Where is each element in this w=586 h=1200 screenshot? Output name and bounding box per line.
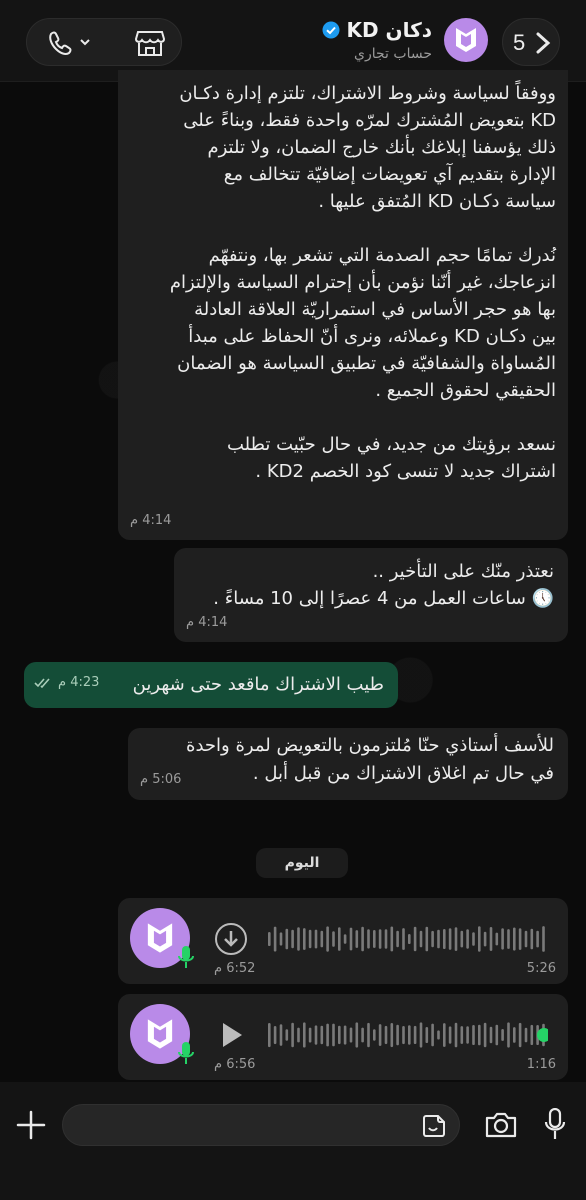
- waveform-bar: [490, 1027, 493, 1044]
- waveform-bar: [466, 929, 469, 949]
- message-text: اشتراك جديد لا تنسى كود الخصم KD2 .: [255, 461, 556, 482]
- back-button[interactable]: [502, 18, 560, 66]
- waveform-bar: [490, 927, 493, 951]
- voice-message[interactable]: [118, 994, 568, 1080]
- waveform-bar: [309, 930, 312, 948]
- waveform-bar: [385, 1026, 388, 1044]
- camera-icon[interactable]: [484, 1110, 518, 1140]
- waveform-bar: [408, 934, 411, 944]
- message-bubble-incoming[interactable]: [174, 548, 568, 642]
- waveform-bar: [297, 927, 300, 951]
- waveform-bar: [280, 1024, 283, 1046]
- waveform-bar: [478, 1025, 481, 1046]
- waveform-bar: [402, 1026, 405, 1044]
- waveform-bar: [478, 926, 481, 952]
- waveform-bar: [286, 1029, 289, 1041]
- waveform-bar: [455, 927, 458, 951]
- waveform-bar: [332, 1024, 335, 1047]
- waveform-bar: [443, 1023, 446, 1047]
- verified-badge-icon: [322, 21, 340, 39]
- waveform-bar: [350, 928, 353, 951]
- waveform-bar: [431, 1024, 434, 1047]
- header-actions: [26, 18, 182, 66]
- waveform-bar: [414, 927, 417, 952]
- store-logo-icon: [143, 1017, 177, 1051]
- waveform-bar: [350, 1028, 353, 1043]
- waveform-bar: [437, 1030, 440, 1039]
- message-bubble-outgoing[interactable]: [24, 662, 398, 708]
- waveform-bar: [315, 1025, 318, 1044]
- waveform-bar: [338, 927, 341, 951]
- paragraph-gap: [130, 404, 556, 431]
- waveform-bar: [344, 1026, 347, 1045]
- message-bubble-incoming[interactable]: [128, 728, 568, 800]
- waveform-bar: [513, 928, 516, 951]
- waveform-bar: [385, 929, 388, 948]
- waveform-bar: [496, 933, 499, 946]
- waveform-bar: [507, 929, 510, 949]
- voice-waveform[interactable]: [268, 924, 548, 954]
- waveform-bar: [303, 928, 306, 950]
- waveform-bar: [536, 931, 539, 948]
- download-icon[interactable]: [214, 922, 248, 956]
- waveform-bar: [501, 1029, 504, 1041]
- message-time: 5:06 م: [140, 772, 182, 787]
- waveform-bar: [326, 926, 329, 951]
- message-time: 4:14 م: [186, 615, 228, 630]
- waveform-bar: [286, 929, 289, 950]
- waveform-bar: [391, 1023, 394, 1047]
- waveform-bar: [356, 1022, 359, 1047]
- storefront-icon[interactable]: [135, 29, 165, 57]
- waveform-bar: [472, 932, 475, 946]
- store-logo-icon: [452, 26, 480, 54]
- waveform-bar: [373, 1029, 376, 1040]
- waveform-bar: [466, 1026, 469, 1043]
- sticker-icon[interactable]: [422, 1114, 446, 1138]
- waveform-bar: [274, 927, 277, 952]
- voice-waveform[interactable]: [268, 1020, 548, 1050]
- store-logo-icon: [143, 921, 177, 955]
- waveform-bar: [396, 1025, 399, 1046]
- chevron-right-icon: [535, 31, 551, 55]
- unread-count: 5: [513, 30, 526, 55]
- waveform-bar: [519, 1023, 522, 1047]
- paragraph-gap: [130, 215, 556, 242]
- waveform-bar: [373, 930, 376, 948]
- message-text: للأسف أستاذي حنّا مُلتزمون بالتعويض لمرة واحدة: [186, 735, 554, 756]
- waveform-bar: [315, 930, 318, 949]
- message-text: انزعاجك، غير أنّنا نؤمن بأن إحترام السياسة والإلتزام: [169, 272, 556, 293]
- waveform-bar: [449, 1026, 452, 1043]
- waveform-bar: [379, 1024, 382, 1046]
- message-time: [34, 669, 99, 696]
- message-text: 🕔 ساعات العمل من 4 عصرًا إلى 10 مساءً .: [213, 588, 554, 609]
- waveform-bar: [280, 932, 283, 945]
- waveform-bar: [338, 1026, 341, 1044]
- microphone-icon[interactable]: [544, 1108, 566, 1140]
- waveform-bar: [531, 1025, 534, 1045]
- message-input[interactable]: [62, 1104, 460, 1146]
- waveform-bar: [344, 934, 347, 944]
- waveform-bar: [507, 1022, 510, 1047]
- waveform-bar: [367, 929, 370, 948]
- waveform-bar: [332, 931, 335, 947]
- contact-avatar[interactable]: [444, 18, 488, 62]
- contact-name[interactable]: دكان KD: [322, 18, 432, 42]
- waveform-bar: [525, 1028, 528, 1043]
- waveform-bar: [513, 1027, 516, 1043]
- waveform-bar: [426, 1027, 429, 1043]
- waveform-bar: [291, 930, 294, 948]
- waveform-bar: [449, 928, 452, 950]
- waveform-bar: [268, 1023, 271, 1047]
- waveform-bar: [484, 932, 487, 947]
- waveform-bar: [274, 1026, 277, 1044]
- message-text: بها هو حجر الأساس في استمراريّة العلاقة العادلة: [194, 299, 556, 320]
- mic-badge-icon: [176, 944, 196, 970]
- message-text: المُساواة والشفافيّة في تطبيق السياسة هو الضمان: [177, 353, 556, 374]
- plus-icon[interactable]: [16, 1110, 46, 1140]
- message-time: 4:14 م: [130, 513, 172, 528]
- waveform-bar: [496, 1025, 499, 1046]
- message-time-text: 4:23 م: [58, 675, 100, 690]
- message-text: ذلك يؤسفنا إبلاغك بأنك خارج الضمان، ولا تلتزم: [207, 137, 556, 158]
- message-text: الإدارة بتقديم آي تعويضات إضافيّة تتخالف مع: [223, 164, 556, 185]
- waveform-bar: [326, 1024, 329, 1047]
- waveform-bar: [472, 1025, 475, 1045]
- waveform-bar: [268, 932, 271, 946]
- date-separator: اليوم: [256, 848, 348, 878]
- message-text: نعتذر منّك على التأخير ..: [372, 561, 554, 582]
- waveform-bar: [309, 1028, 312, 1043]
- message-text: الحقيقي لحقوق الجميع .: [375, 380, 556, 401]
- message-bubble-incoming[interactable]: [118, 70, 568, 540]
- message-text: سياسة دكـان KD المُتفق عليها .: [318, 191, 556, 212]
- voice-message[interactable]: [118, 898, 568, 984]
- waveform-bar: [426, 927, 429, 952]
- voice-duration: 1:16: [526, 1057, 556, 1072]
- waveform-bar: [321, 1026, 324, 1045]
- waveform-bar: [431, 931, 434, 947]
- waveform-bar: [542, 926, 545, 952]
- waveform-bar: [356, 930, 359, 948]
- waveform-bar: [391, 927, 394, 952]
- waveform-bar: [396, 931, 399, 947]
- waveform-bar: [420, 931, 423, 948]
- play-icon[interactable]: [214, 1018, 248, 1052]
- read-receipt-icon: [34, 677, 54, 689]
- call-icon[interactable]: [47, 31, 97, 55]
- composer-bar: [0, 1082, 586, 1200]
- waveform-bar: [361, 927, 364, 952]
- waveform-bar: [321, 931, 324, 948]
- waveform-bar: [361, 1028, 364, 1043]
- waveform-bar: [525, 931, 528, 948]
- waveform-bar: [519, 928, 522, 950]
- waveform-bar: [455, 1023, 458, 1048]
- waveform-bar: [443, 929, 446, 949]
- waveform-bar: [402, 928, 405, 950]
- message-text: نُدرك تمامًا حجم الصدمة التي تشعر بها، ونتفهّم: [208, 245, 556, 266]
- waveform-bar: [420, 1022, 423, 1047]
- message-text: نسعد برؤيتك من جديد، في حال حبّيت تطلب: [226, 434, 556, 455]
- message-text: KD بتعويض المُشترك لمرّه واحدة فقط، وبناءً على: [183, 110, 556, 131]
- waveform-bar: [297, 1028, 300, 1043]
- message-time: 6:52 م: [214, 961, 256, 976]
- contact-subtitle: حساب تجاري: [354, 46, 432, 62]
- waveform-bar: [408, 1025, 411, 1044]
- waveform-bar: [379, 929, 382, 949]
- voice-duration: 5:26: [526, 961, 556, 976]
- waveform-bar: [461, 1026, 464, 1044]
- waveform-bar: [437, 930, 440, 949]
- waveform-bar: [501, 928, 504, 949]
- waveform-bar: [484, 1023, 487, 1047]
- waveform-bar: [414, 1026, 417, 1044]
- message-text: ووفقاً لسياسة وشروط الاشتراك، تلتزم إدارة دكـان: [179, 83, 556, 104]
- waveform-bar: [461, 931, 464, 948]
- message-text: طيب الاشتراك ماقعد حتى شهرين: [132, 674, 384, 695]
- waveform-bar: [291, 1023, 294, 1047]
- waveform-bar: [367, 1023, 370, 1047]
- message-text: في حال تم اغلاق الاشتراك من قبل أبل .: [252, 763, 554, 784]
- mic-badge-icon: [176, 1040, 196, 1066]
- waveform-bar: [303, 1022, 306, 1047]
- waveform-bar: [531, 929, 534, 950]
- message-time: 6:56 م: [214, 1057, 256, 1072]
- message-text: بين دكـان KD وعملائه، ونرى أنّ الحفاظ على مبدأ: [188, 326, 556, 347]
